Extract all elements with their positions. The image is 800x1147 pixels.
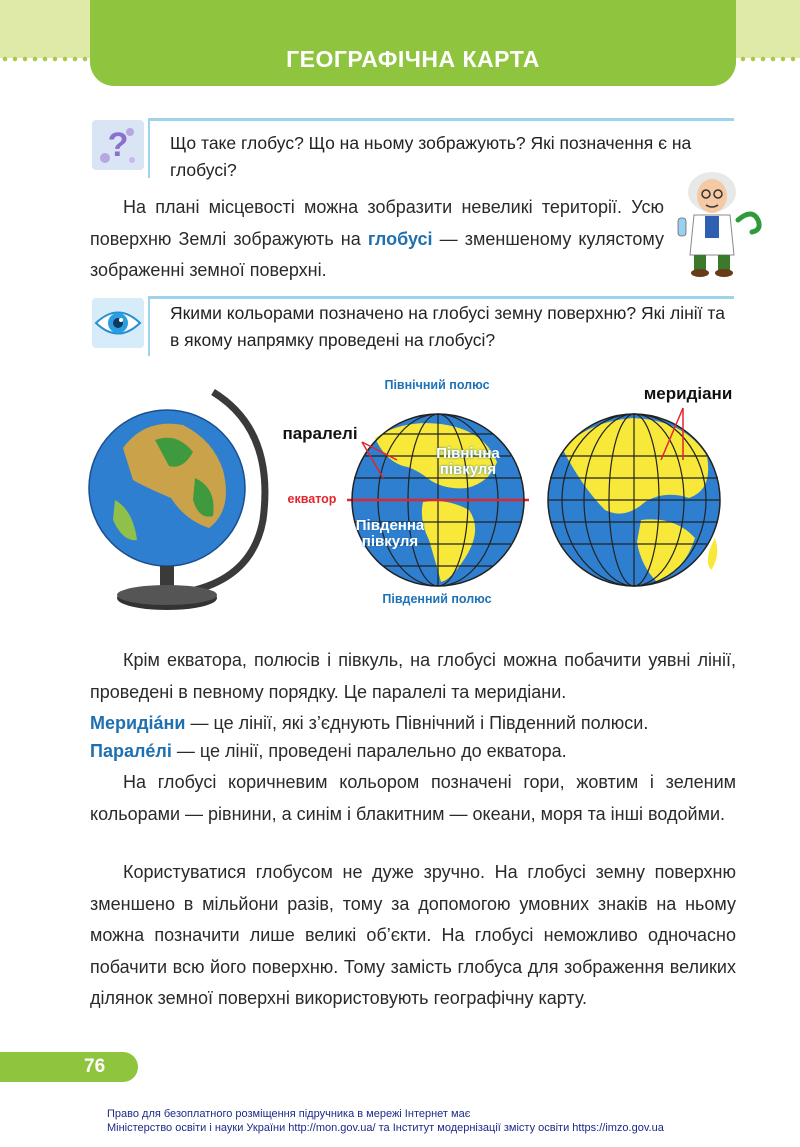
intro-text-end: — зменшеному кулястому зображенні земної поверхні. <box>90 228 664 280</box>
definition-meridians <box>90 708 736 740</box>
question-icon <box>92 120 144 170</box>
term-parallels: Паралéлі <box>90 741 172 761</box>
meridians-label: меридіани <box>643 384 733 403</box>
footer-ministry-line: Міністерство освіти і науки України http://mon.gov.ua/ та Інститут модернізації змісту освіти https://imzo.gov.ua <box>107 1122 664 1134</box>
paragraph-colors: На глобусі коричневим кольором позначені гори, жовтим і зеленим кольорами — рівнини, а синім і блакитним — океани, моря та інші водойми. <box>90 772 736 824</box>
north-pole-label: Північний полюс <box>384 378 490 392</box>
south-pole-label: Південний полюс <box>382 592 492 606</box>
parallels-label: паралелі <box>282 424 358 443</box>
globe-with-meridians <box>548 408 720 586</box>
question2-text: Якими кольорами позначено на глобусі земну поверхню? Які лінії та в якому напрямку проведені на глобусі? <box>170 303 725 350</box>
question1-top-rule <box>148 118 734 121</box>
term-meridians: Меридіáни <box>90 713 186 733</box>
physical-globe-image <box>89 392 265 610</box>
globe-with-parallels <box>347 414 529 586</box>
paragraph-lines: Крім екватора, полюсів і півкуль, на глобусі можна побачити уявні лінії, проведені в певному порядку. Це паралелі та меридіани. <box>90 650 736 702</box>
north-hemisphere-label: Північна півкуля <box>436 445 500 478</box>
globe-diagram <box>85 370 795 630</box>
definition-parallels-text: — це лінії, проведені паралельно до екватора. <box>171 741 567 761</box>
equator-label: екватор <box>287 492 337 506</box>
definition-parallels <box>90 736 736 768</box>
question1-side-rule <box>148 118 150 178</box>
observe-eye-icon <box>92 298 144 348</box>
definition-meridians-text: — це лінії, які з’єднують Північний і Південний полюси. <box>185 713 649 733</box>
professor-illustration <box>672 160 772 280</box>
intro-text-start: На плані місцевості можна зобразити невеликі території. Усю поверхню Землі зображують на <box>90 197 664 249</box>
chapter-title: ГЕОГРАФІЧНА КАРТА <box>286 46 540 72</box>
svg-text:?: ? <box>107 126 129 164</box>
footer-rights-line: Право для безоплатного розміщення підручника в мережі Інтернет має <box>107 1108 471 1120</box>
question1-text: Що таке глобус? Що на ньому зображують? Які позначення є на глобусі? <box>170 133 692 180</box>
chapter-title-tab <box>90 0 736 86</box>
header-dots-left <box>0 56 90 62</box>
term-globe: глобусі <box>367 228 433 249</box>
paragraph-globe-usage: Користуватися глобусом не дуже зручно. На глобусі земну поверхню зменшено в мільйони разів, тому за допомогою умовних знаків на ньому можна позначити лише великі об’єкти. На глобусі неможливо одночасно побачити всю його поверхню. Тому замість глобуса для зображення великих ділянок земної поверхні використовують географічну карту. <box>90 862 736 1008</box>
header-dots-right <box>738 56 800 62</box>
south-hemisphere-label: Південна півкуля <box>355 517 425 550</box>
page-number: 76 <box>0 1052 138 1082</box>
question2-top-rule <box>148 296 734 299</box>
question2-side-rule <box>148 296 150 356</box>
intro-paragraph <box>90 192 664 287</box>
